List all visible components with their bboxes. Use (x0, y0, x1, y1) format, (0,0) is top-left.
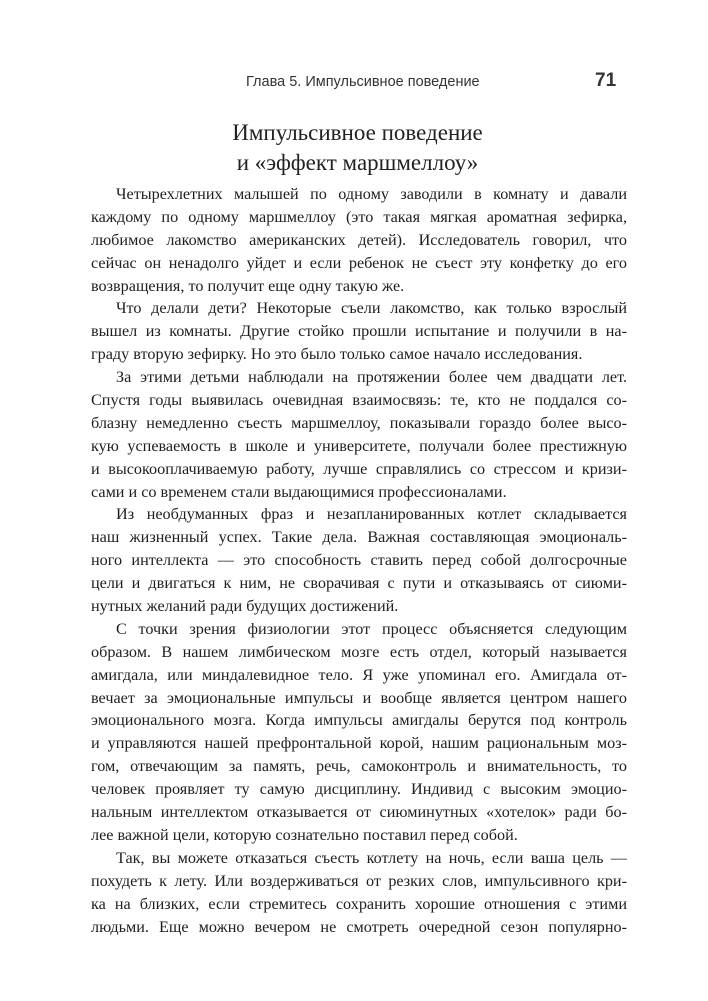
text-line: любимое лакомство американских детей). Исследователь говорил, что (91, 230, 627, 249)
text-line: С точки зрения физиологии этот процесс объясняется следующим (116, 619, 627, 638)
text-line: людьми. Еще можно вечером не смотреть очередной сезон популярно- (91, 917, 627, 936)
text-line: лее важной цели, которую сознательно поставил перед собой. (91, 825, 518, 844)
text-line: человек проявляет ту самую дисциплину. Индивид с высоким эмоцио- (91, 780, 627, 799)
text-line: похудеть к лету. Или воздерживаться от резких слов, импульсивного кри- (91, 871, 627, 890)
text-line: ка на близких, если стремитесь сохранить хорошие отношения с этими (91, 894, 627, 913)
text-line: Из необдуманных фраз и незапланированных котлет складывается (116, 505, 627, 524)
section-heading-line-2: и «эффект маршмеллоу» (236, 150, 479, 175)
text-line: и высокооплачиваемую работу, лучше справлялись со стрессом и кризи- (91, 459, 627, 478)
text-line: эмоционального мозга. Когда импульсы амигдалы берутся под контроль (91, 711, 627, 730)
text-line: сейчас он ненадолго уйдет и если ребенок не съест эту конфетку до его (91, 253, 627, 272)
text-line: наш жизненный успех. Такие дела. Важная составляющая эмоциональ- (91, 528, 627, 547)
section-heading-line-1: Импульсивное поведение (232, 120, 483, 145)
text-line: блазну немедленно съесть маршмеллоу, показывали гораздо более высо- (91, 413, 627, 432)
text-line: и управляются нашей префронтальной корой, нашим рациональным моз- (91, 734, 627, 753)
text-line: Спустя годы выявилась очевидная взаимосвязь: те, кто не поддался со- (91, 391, 627, 410)
text-line: вечает за эмоциональные импульсы и вообще является центром нашего (91, 688, 627, 707)
text-line: гом, отвечающим за память, речь, самоконтроль и внимательность, то (91, 757, 627, 776)
text-line: каждому по одному маршмеллоу (это такая мягкая ароматная зефирка, (91, 207, 627, 226)
text-line: Четырехлетних малышей по одному заводили в комнату и давали (116, 185, 627, 203)
text-line: граду вторую зефирку. Но это было только самое начало исследования. (91, 345, 583, 364)
text-line: нальным интеллектом отказывается от сиюминутных «хотелок» ради бо- (91, 803, 627, 822)
text-line: образом. В нашем лимбическом мозге есть отдел, который называется (91, 642, 627, 661)
text-line: Что делали дети? Некоторые съели лакомство, как только взрослый (116, 299, 627, 318)
text-line: возвращения, то получит еще одну такую же. (91, 276, 405, 295)
text-line: вышел из комнаты. Другие стойко прошли испытание и получили в на- (91, 322, 627, 341)
section-heading (90, 118, 625, 178)
body-text (91, 183, 627, 938)
text-line: Так, вы можете отказаться съесть котлету на ночь, если ваша цель — (116, 848, 627, 867)
text-line: сами и со временем стали выдающимися профессионалами. (91, 482, 507, 501)
text-line: кую успеваемость в школе и университете, получали более престижную (91, 436, 627, 455)
text-line: ного интеллекта — это способность ставить перед собой долгосрочные (91, 551, 627, 570)
page-number: 71 (595, 70, 617, 91)
text-line: нутных желаний ради будущих достижений. (91, 597, 399, 616)
running-head: Глава 5. Импульсивное поведение (246, 74, 480, 90)
text-line: За этими детьми наблюдали на протяжении более чем двадцати лет. (116, 368, 627, 387)
text-line: цели и двигаться к ним, не сворачивая с пути и отказываясь от сиюми- (91, 574, 627, 593)
text-line: амигдала, или миндалевидное тело. Я уже упоминал его. Амигдала от- (91, 665, 627, 684)
